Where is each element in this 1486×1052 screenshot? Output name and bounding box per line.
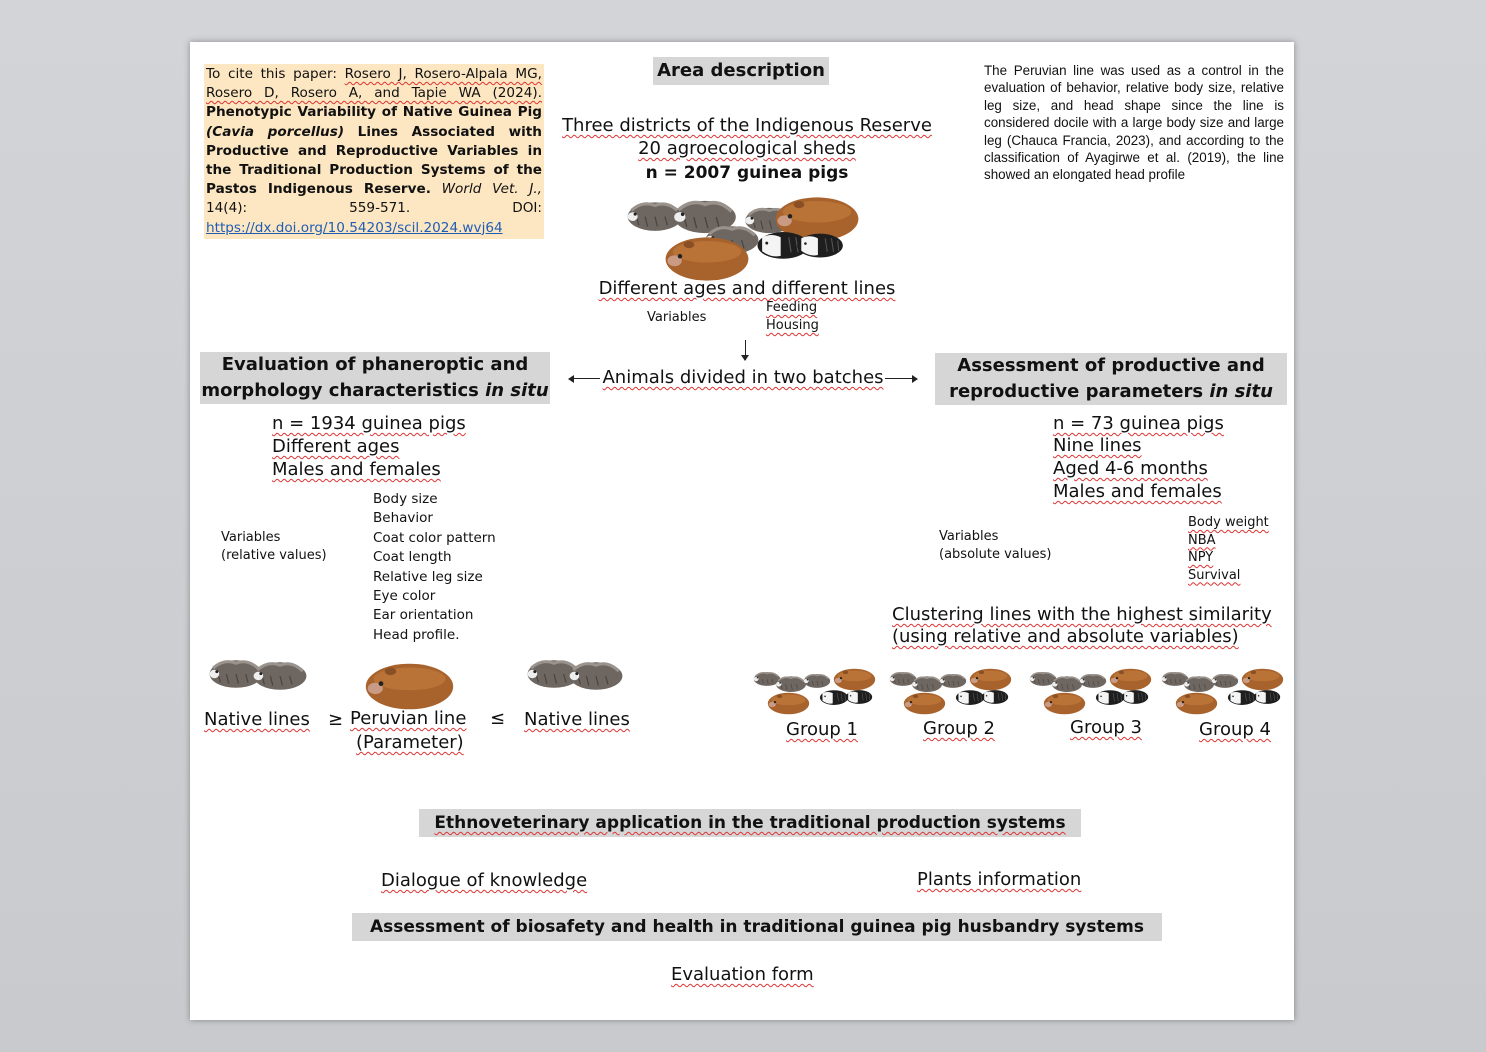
group-1-image — [752, 666, 884, 718]
productive-heading — [935, 353, 1287, 405]
left-item-ages: Different ages — [272, 436, 400, 457]
group-4-image — [1160, 666, 1292, 718]
right-variable: Survival — [1188, 567, 1241, 583]
group-1-label: Group 1 — [786, 719, 858, 740]
group-4-label: Group 4 — [1199, 719, 1271, 740]
split-label: Animals divided in two batches — [602, 367, 884, 388]
left-item-count: n = 1934 guinea pigs — [272, 413, 466, 434]
left-variable: Head profile. — [373, 626, 460, 643]
group-2-label: Group 2 — [923, 718, 995, 739]
citation-title-b: Lines Associated with Productive and Reproductive Variables in the Traditional Production Systems of the Pastos Indigenous Reserve. — [206, 123, 542, 198]
native-lines-label-1: Native lines — [204, 709, 310, 730]
peruvian-note: The Peruvian line was used as a control in the evaluation of behavior, relative body size, relative leg size, and head shape since the line is considered docile with a large body size and large leg (Chauca Francia, 2023), and according to the classification of Ayagirwe et al. (2019), the line showed an elongated head profile — [984, 63, 1284, 183]
left-variable: Relative leg size — [373, 568, 483, 585]
geq-sign: ≥ — [328, 709, 344, 730]
citation-authors: Rosero J, Rosero-Alpala MG, Rosero D, Rosero A, and Tapie WA (2024). — [206, 66, 542, 102]
area-variables-label: Variables — [647, 310, 707, 325]
area-line-total: n = 2007 guinea pigs — [645, 163, 849, 183]
left-variables-sub: (relative values) — [221, 548, 327, 563]
peruvian-line-image — [360, 658, 460, 710]
area-line-sheds: 20 agroecological sheds — [638, 138, 856, 159]
group-3-image — [1028, 666, 1160, 718]
right-variable: NPY — [1188, 550, 1214, 565]
guinea-pig-group-image — [622, 192, 862, 282]
citation-volume: 14(4): 559-571. DOI: — [206, 200, 542, 217]
left-variable: Coat color pattern — [373, 529, 496, 546]
productive-heading-line2: reproductive parameters — [949, 381, 1210, 402]
citation-doi-link[interactable]: https://dx.doi.org/10.54203/scil.2024.wvj64 — [206, 219, 503, 236]
peruvian-line-label: Peruvian line — [350, 708, 467, 729]
native-lines-label-2: Native lines — [524, 709, 630, 730]
area-line-districts: Three districts of the Indigenous Reserve — [562, 115, 932, 136]
citation-title-a: Phenotypic Variability of Native Guinea Pig — [206, 104, 542, 121]
left-variable: Coat length — [373, 549, 452, 566]
citation-prefix: To cite this paper: — [206, 66, 345, 82]
clustering-line2: (using relative and absolute variables) — [892, 626, 1239, 647]
group-2-image — [888, 666, 1020, 718]
left-variables-list — [373, 490, 496, 645]
diagram-page — [190, 42, 1294, 1020]
right-item-age: Aged 4-6 months — [1053, 458, 1208, 479]
leq-sign: ≤ — [490, 708, 506, 729]
right-variables-sub: (absolute values) — [939, 547, 1052, 562]
left-variable: Eye color — [373, 588, 436, 605]
native-lines-image-2 — [524, 654, 624, 710]
down-arrow-head — [741, 355, 749, 361]
left-variable: Behavior — [373, 510, 433, 527]
citation-species: (Cavia porcellus) — [206, 123, 345, 140]
right-arrow-head — [912, 375, 918, 383]
left-arrow-head — [568, 375, 574, 383]
parameter-label: (Parameter) — [356, 732, 464, 753]
phaneroptic-heading-italic: in situ — [485, 380, 549, 401]
area-description-heading: Area description — [653, 57, 829, 85]
right-item-count: n = 73 guinea pigs — [1053, 413, 1224, 434]
left-arrow — [572, 378, 600, 379]
productive-heading-line1: Assessment of productive and — [957, 355, 1265, 376]
citation-block — [204, 64, 544, 239]
area-caption: Different ages and different lines — [598, 278, 896, 299]
area-variable-housing: Housing — [766, 318, 819, 333]
dialogue-knowledge: Dialogue of knowledge — [381, 870, 588, 891]
phaneroptic-heading-line2: morphology characteristics — [201, 380, 486, 401]
biosafety-heading: Assessment of biosafety and health in traditional guinea pig husbandry systems — [352, 913, 1162, 941]
group-3-label: Group 3 — [1070, 717, 1142, 738]
right-item-lines: Nine lines — [1053, 435, 1142, 456]
plants-information: Plants information — [917, 869, 1082, 890]
right-variables-label: Variables — [939, 529, 999, 544]
area-variable-feeding: Feeding — [766, 300, 818, 315]
left-variable: Body size — [373, 491, 438, 507]
phaneroptic-heading — [200, 352, 550, 404]
ethno-heading — [419, 809, 1081, 837]
right-variables-list — [1188, 514, 1269, 584]
right-variable: Body weight — [1188, 515, 1269, 530]
left-variable: Ear orientation — [373, 607, 474, 624]
ethno-heading-text: Ethnoveterinary application in the traditional production systems — [434, 813, 1066, 833]
right-variable: NBA — [1188, 532, 1216, 548]
right-item-sex: Males and females — [1053, 481, 1222, 502]
phaneroptic-heading-line1: Evaluation of phaneroptic and — [221, 354, 529, 375]
evaluation-form: Evaluation form — [671, 964, 814, 985]
left-item-sex: Males and females — [272, 459, 441, 480]
productive-heading-italic: in situ — [1209, 381, 1273, 402]
left-variables-label: Variables — [221, 530, 281, 545]
native-lines-image-1 — [206, 654, 310, 710]
clustering-line1: Clustering lines with the highest similarity — [892, 604, 1272, 625]
right-arrow — [885, 378, 913, 379]
citation-journal: World Vet. J., — [430, 181, 542, 198]
